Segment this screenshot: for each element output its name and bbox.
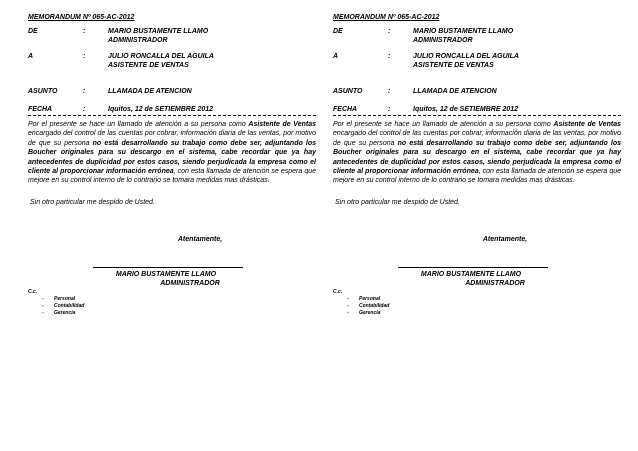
- a-colon: :: [83, 53, 86, 60]
- cc-label: C.c.: [333, 288, 343, 295]
- cc-list: [333, 296, 621, 317]
- de-role: ADMINISTRADOR: [413, 37, 473, 44]
- fecha-value: Iquitos, 12 de SETIEMBRE 2012: [413, 106, 519, 113]
- cc-item-text: Gerencia: [54, 309, 76, 316]
- a-row: [333, 52, 621, 70]
- separator-line: [28, 115, 316, 116]
- asunto-value: LLAMADA DE ATENCION: [413, 88, 497, 95]
- signature-line: [93, 267, 243, 268]
- cc-item: - Gerencia: [42, 309, 76, 316]
- closing-text: Sin otro particular me despido de Usted.: [30, 198, 155, 206]
- body-text-4: no está desarrollando su trabajo como debe ser, adjuntando los Boucher originales para su descargo en el sistema, cabe recordar que ya hay antecedentes de duplicidad por estos casos, siendo perjudicada la empresa como el cliente al proporcionar información errónea: [333, 139, 621, 176]
- memo-body: [333, 120, 621, 186]
- body-text-3: encargado del control de las cuentas por cobrar, información diaria de las ventas, por motivo de que su persona: [333, 130, 621, 147]
- a-colon: :: [388, 53, 391, 60]
- fecha-value: Iquitos, 12 de SETIEMBRE 2012: [108, 106, 214, 113]
- body-text-4: no está desarrollando su trabajo como debe ser, adjuntando los Boucher originales para su descargo en el sistema, cabe recordar que ya hay antecedentes de duplicidad por estos casos, siendo perjudicada la empresa como el cliente al proporcionar información errónea: [28, 139, 316, 176]
- asunto-label: ASUNTO: [333, 88, 363, 95]
- memo-body: [28, 120, 316, 186]
- body-text-1: Por el presente se hace un llamado de atención a su persona como: [333, 121, 554, 128]
- atentamente-text: Atentamente,: [482, 235, 528, 243]
- de-value: [108, 27, 316, 45]
- signature-name: MARIO BUSTAMENTE LLAMO: [115, 270, 217, 278]
- signature-role: ADMINISTRADOR: [160, 279, 220, 287]
- body-text-5: , con esta llamada de atención se espera que mejore en su control interno de lo contrario se tomara medidas mas drásticas.: [333, 168, 621, 185]
- signature-name: MARIO BUSTAMENTE LLAMO: [420, 270, 522, 278]
- de-value: [413, 27, 621, 45]
- fecha-colon: :: [388, 106, 391, 113]
- fecha-row: [28, 105, 316, 114]
- signature-line: [398, 267, 548, 268]
- separator-line: [333, 115, 621, 116]
- a-label: A: [333, 53, 339, 60]
- body-text-1: Por el presente se hace un llamado de atención a su persona como: [28, 121, 249, 128]
- signature-role: ADMINISTRADOR: [465, 279, 525, 287]
- cc-list: [28, 296, 316, 317]
- de-colon: :: [388, 28, 391, 35]
- asunto-value: LLAMADA DE ATENCION: [108, 88, 192, 95]
- fecha-label: FECHA: [28, 106, 53, 113]
- de-name: MARIO BUSTAMENTE LLAMO: [413, 28, 514, 35]
- memo-title: MEMORANDUM Nº 065-AC-2012: [333, 14, 440, 21]
- memo-left: [28, 13, 316, 317]
- cc-item: - Gerencia: [347, 309, 381, 316]
- cc-item: - Personal: [347, 295, 381, 302]
- de-row: [28, 27, 316, 45]
- cc-item-text: Contabilidad: [54, 302, 85, 309]
- asunto-row: [333, 87, 621, 96]
- a-label: A: [28, 53, 34, 60]
- asunto-colon: :: [388, 88, 391, 95]
- cc-item-text: Contabilidad: [359, 302, 390, 309]
- body-text-5: , con esta llamada de atención se espera que mejore en su control interno de lo contrario se tomara medidas mas drásticas.: [28, 168, 316, 185]
- cc-item-text: Personal: [359, 295, 381, 302]
- de-colon: :: [83, 28, 86, 35]
- a-name: JULIO RONCALLA DEL AGUILA: [413, 53, 519, 60]
- a-role: ASISTENTE DE VENTAS: [413, 62, 494, 69]
- asunto-row: [28, 87, 316, 96]
- body-text-2: Asistente de Ventas: [248, 121, 316, 128]
- cc-item-text: Gerencia: [359, 309, 381, 316]
- body-text-3: encargado del control de las cuentas por cobrar, información diaria de las ventas, por motivo de que su persona: [28, 130, 316, 147]
- cc-item: - Contabilidad: [42, 302, 85, 309]
- de-row: [333, 27, 621, 45]
- fecha-label: FECHA: [333, 106, 358, 113]
- cc-item: - Contabilidad: [347, 302, 390, 309]
- de-role: ADMINISTRADOR: [108, 37, 168, 44]
- memo-right: [333, 13, 621, 317]
- de-label: DE: [333, 28, 343, 35]
- closing-text: Sin otro particular me despido de Usted.: [335, 198, 460, 206]
- body-text-2: Asistente de Ventas: [553, 121, 621, 128]
- a-row: [28, 52, 316, 70]
- a-name: JULIO RONCALLA DEL AGUILA: [108, 53, 214, 60]
- fecha-colon: :: [83, 106, 86, 113]
- asunto-colon: :: [83, 88, 86, 95]
- cc-item-text: Personal: [54, 295, 76, 302]
- a-value: [108, 52, 316, 70]
- cc-item: - Personal: [42, 295, 76, 302]
- a-value: [413, 52, 621, 70]
- a-role: ASISTENTE DE VENTAS: [108, 62, 189, 69]
- de-name: MARIO BUSTAMENTE LLAMO: [108, 28, 209, 35]
- cc-label: C.c.: [28, 288, 38, 295]
- memo-title: MEMORANDUM Nº 065-AC-2012: [28, 14, 135, 21]
- asunto-label: ASUNTO: [28, 88, 58, 95]
- atentamente-text: Atentamente,: [177, 235, 223, 243]
- fecha-row: [333, 105, 621, 114]
- de-label: DE: [28, 28, 38, 35]
